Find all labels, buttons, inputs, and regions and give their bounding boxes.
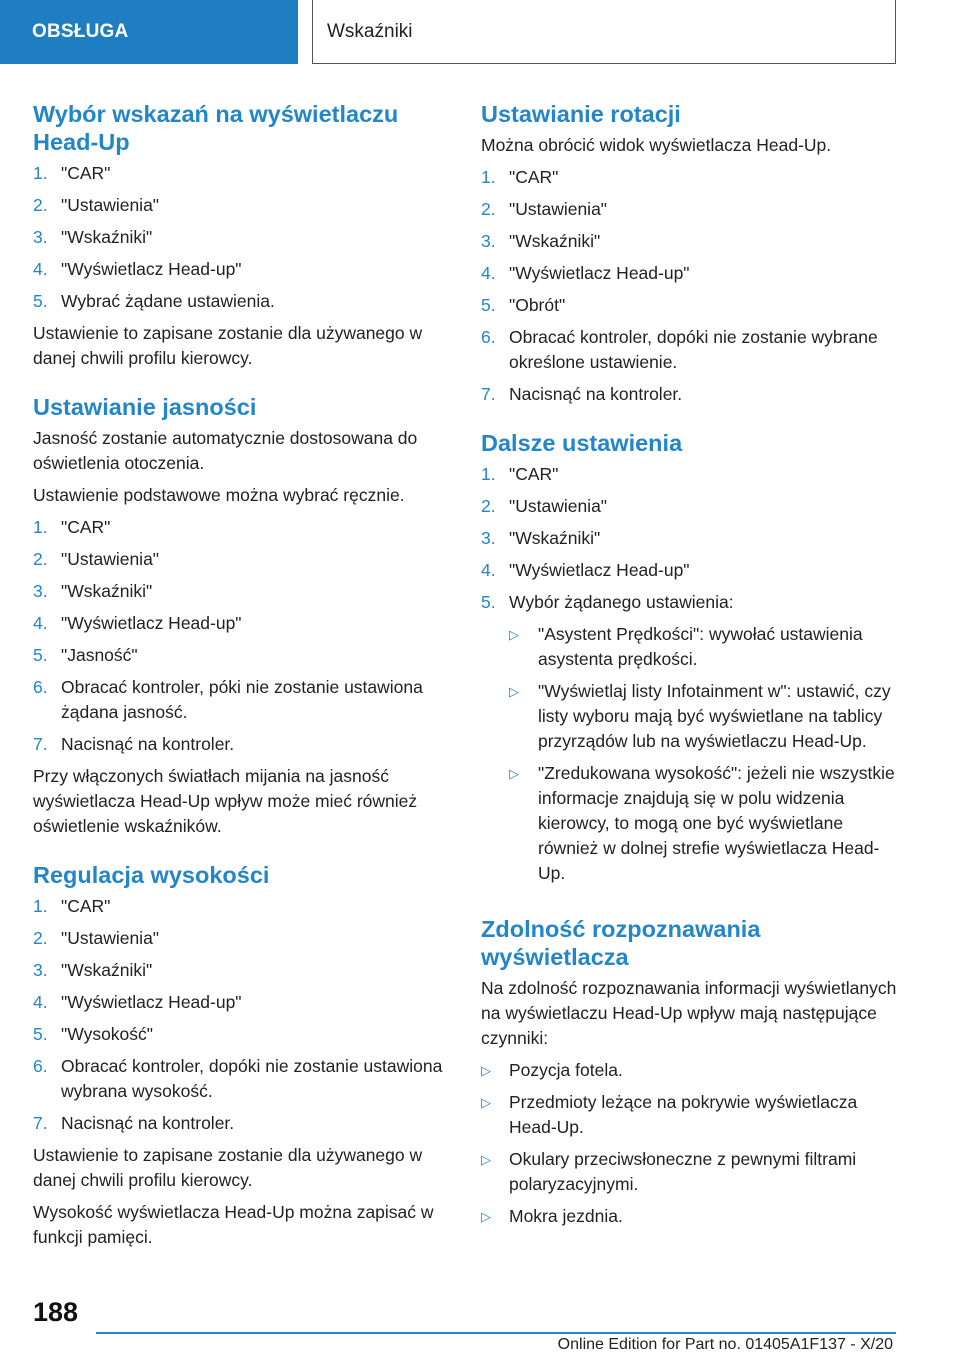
list-item: 2. "Ustawienia" xyxy=(33,549,160,569)
list-item: 3. "Wskaźniki" xyxy=(481,231,601,251)
triangle-bullet-icon: ▷ xyxy=(509,684,519,699)
triangle-bullet-icon: ▷ xyxy=(481,1152,491,1167)
list-item: 2. "Ustawienia" xyxy=(481,199,608,219)
triangle-bullet-icon: ▷ xyxy=(481,1063,491,1078)
list-item: 2. "Ustawienia" xyxy=(33,195,160,215)
list-item: 2. "Ustawienia" xyxy=(33,928,160,948)
list-item: ▷ Okulary przeciwsłoneczne z pewnymi filtrami polaryzacyjnymi. xyxy=(481,1147,901,1197)
list-item: 7. Nacisnąć na kontroler. xyxy=(33,734,235,754)
list-item: 3. "Wskaźniki" xyxy=(33,227,153,247)
steps-further-settings xyxy=(481,462,901,893)
list-item: ▷ "Wyświetlaj listy Infotainment w": ustawić, czy listy wyboru mają być wyświetlane na tablicy przyrządów lub na wyświetlaczu Head-Up. xyxy=(509,679,901,754)
left-column xyxy=(33,100,453,1257)
list-item: 4. "Wyświetlacz Head-up" xyxy=(33,613,242,633)
factors-list xyxy=(481,1058,901,1229)
list-item: 1. "CAR" xyxy=(33,517,111,537)
list-item: 5. "Wysokość" xyxy=(33,1024,154,1044)
right-column xyxy=(481,100,901,1236)
list-item: ▷ Przedmioty leżące na pokrywie wyświetlacza Head-Up. xyxy=(481,1090,901,1140)
chapter-header xyxy=(312,0,896,64)
steps-display-selection xyxy=(33,161,453,314)
steps-height xyxy=(33,894,453,1136)
paragraph: Jasność zostanie automatycznie dostosowana do oświetlenia otoczenia. xyxy=(33,428,418,473)
list-item: 4. "Wyświetlacz Head-up" xyxy=(481,263,690,283)
triangle-bullet-icon: ▷ xyxy=(509,627,519,642)
list-item: 5. "Obrót" xyxy=(481,295,566,315)
section-tab xyxy=(0,0,298,64)
list-item: 4. "Wyświetlacz Head-up" xyxy=(481,560,690,580)
heading-height: Regulacja wysokości xyxy=(33,862,270,888)
paragraph: Przy włączonych światłach mijania na jasność wyświetlacza Head-Up wpływ może mieć również oświetlenie wskaźników. xyxy=(33,766,418,836)
list-item: 1. "CAR" xyxy=(481,464,559,484)
sub-options-list xyxy=(509,622,901,886)
steps-rotation xyxy=(481,165,901,407)
list-item: ▷ "Zredukowana wysokość": jeżeli nie wszystkie informacje znajdują się w polu widzenia kierowcy, to mogą one być wyświetlane również w dolnej strefie wyświetlacza Head-Up. xyxy=(509,761,901,886)
chapter-title: Wskaźniki xyxy=(327,20,413,42)
list-item: 6. Obracać kontroler, dopóki nie zostanie ustawiona wybrana wysokość. xyxy=(33,1056,443,1101)
list-item: 2. "Ustawienia" xyxy=(481,496,608,516)
triangle-bullet-icon: ▷ xyxy=(481,1209,491,1224)
list-item: 3. "Wskaźniki" xyxy=(481,528,601,548)
heading-rotation: Ustawianie rotacji xyxy=(481,101,681,127)
list-item: ▷ "Asystent Prędkości": wywołać ustawienia asystenta prędkości. xyxy=(509,622,901,672)
list-item: 6. Obracać kontroler, dopóki nie zostanie wybrane określone ustawienie. xyxy=(481,327,878,372)
steps-brightness xyxy=(33,515,453,757)
heading-display-selection: Wybór wskazań na wyświetlaczu Head-Up xyxy=(33,101,399,155)
list-item: ▷ Pozycja fotela. xyxy=(481,1058,901,1083)
heading-further-settings: Dalsze ustawienia xyxy=(481,430,683,456)
list-item: 5. Wybrać żądane ustawienia. xyxy=(33,291,275,311)
list-item: 6. Obracać kontroler, póki nie zostanie ustawiona żądana jasność. xyxy=(33,677,423,722)
paragraph: Ustawienie to zapisane zostanie dla używanego w danej chwili profilu kierowcy. xyxy=(33,1145,423,1190)
page-number: 188 xyxy=(33,1297,79,1327)
list-item: 1. "CAR" xyxy=(33,896,111,916)
list-item: 4. "Wyświetlacz Head-up" xyxy=(33,259,242,279)
section-title: OBSŁUGA xyxy=(32,21,129,42)
list-item: 4. "Wyświetlacz Head-up" xyxy=(33,992,242,1012)
triangle-bullet-icon: ▷ xyxy=(481,1095,491,1110)
list-item: 1. "CAR" xyxy=(481,167,559,187)
list-item: 5. Wybór żądanego ustawienia: ▷ "Asystent Prędkości": wywołać ustawienia asystenta prędkości. ▷ "Wyświetlaj listy Infotainment w": ustawić, czy listy wyboru mają być wyświetlane na tablicy przyrządów lub na wyświetlaczu Head-Up. ▷ "Zredukowana wysokość": jeżeli nie wszystkie informacje znajdują się w polu widzenia kierowcy, to mogą one być wyświetlane również w dolnej strefie wyświetlacza Head-Up. xyxy=(481,590,901,893)
list-item: 3. "Wskaźniki" xyxy=(33,960,153,980)
heading-brightness: Ustawianie jasności xyxy=(33,394,257,420)
paragraph: Na zdolność rozpoznawania informacji wyświetlanych na wyświetlaczu Head-Up wpływ mają następujące czynniki: xyxy=(481,978,897,1048)
list-item: 7. Nacisnąć na kontroler. xyxy=(33,1113,235,1133)
paragraph: Ustawienie podstawowe można wybrać ręcznie. xyxy=(33,485,405,505)
list-item: ▷ Mokra jezdnia. xyxy=(481,1204,901,1229)
list-item: 5. "Jasność" xyxy=(33,645,138,665)
list-item: 1. "CAR" xyxy=(33,163,111,183)
paragraph: Ustawienie to zapisane zostanie dla używanego w danej chwili profilu kierowcy. xyxy=(33,323,423,368)
list-item: 7. Nacisnąć na kontroler. xyxy=(481,384,683,404)
footer-divider xyxy=(96,1332,896,1334)
paragraph: Można obrócić widok wyświetlacza Head-Up. xyxy=(481,135,832,155)
list-item: 3. "Wskaźniki" xyxy=(33,581,153,601)
paragraph: Wysokość wyświetlacza Head-Up można zapisać w funkcji pamięci. xyxy=(33,1202,434,1247)
triangle-bullet-icon: ▷ xyxy=(509,766,519,781)
heading-readability: Zdolność rozpoznawania wyświetlacza xyxy=(481,916,761,970)
edition-text: Online Edition for Part no. 01405A1F137 - X/20 xyxy=(557,1336,893,1353)
